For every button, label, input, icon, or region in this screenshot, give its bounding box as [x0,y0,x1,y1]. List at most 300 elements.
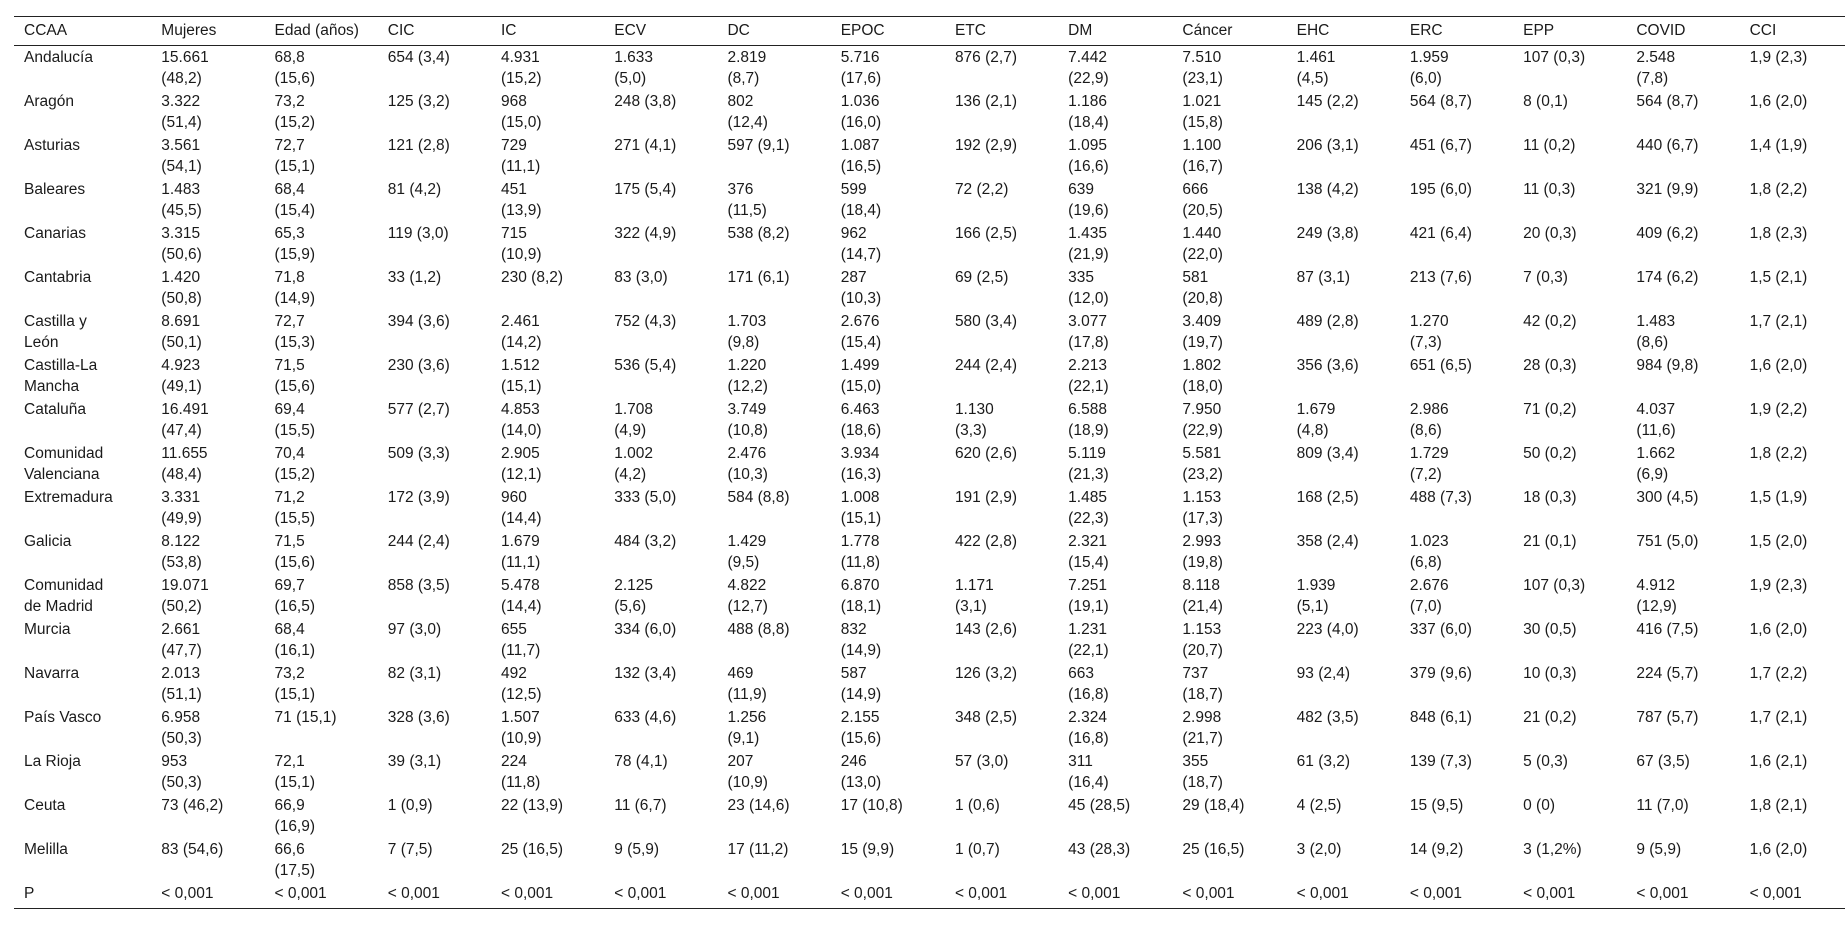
column-header: Cáncer [1172,17,1286,46]
cell-text: 4 (2,5) [1296,796,1342,814]
cell-text: 68,8 (15,6) [274,48,316,87]
cell-text: 737 (18,7) [1182,664,1223,703]
cell-text: 654 (3,4) [387,48,450,66]
table-cell [491,706,604,750]
table-cell [1626,618,1739,662]
cell-text: 5 (0,3) [1523,752,1568,770]
cell-text: 7.950 (22,9) [1182,400,1223,439]
table-cell [1513,750,1626,794]
table-cell [945,45,1058,90]
table-cell [265,486,378,530]
table-cell [945,794,1058,838]
table-row [14,750,1845,794]
cell-text: 4.912 (12,9) [1636,576,1677,615]
table-cell [378,838,491,882]
table-cell [1058,178,1172,222]
cell-text: 1.100 (16,7) [1182,136,1223,175]
cell-text: 70,4 (15,2) [274,444,316,483]
cell-text: 11 (7,0) [1636,796,1689,814]
cell-text: 29 (18,4) [1182,796,1245,814]
table-cell [1172,530,1286,574]
table-cell [1172,178,1286,222]
cell-text: 8.118 (21,4) [1182,576,1223,615]
column-header: ETC [945,17,1058,46]
table-cell [265,222,378,266]
table-cell [1400,354,1513,398]
cell-text: 1.703 (9,8) [727,312,767,351]
table-cell [1172,134,1286,178]
table-row [14,618,1845,662]
cell-text: 348 (2,5) [954,708,1017,726]
table-cell [717,134,830,178]
cell-text: 376 (11,5) [727,180,767,219]
table-cell [717,706,830,750]
table-cell [1058,442,1172,486]
cell-text: 66,6 (17,5) [274,840,316,879]
table-cell [1172,618,1286,662]
table-cell [151,178,264,222]
cell-text: < 0,001 [1636,884,1689,902]
cell-text: 11.655 (48,4) [161,444,208,483]
table-cell [1513,266,1626,310]
cell-text: 65,3 (15,9) [274,224,316,263]
cell-text: 2.013 (51,1) [161,664,202,703]
cell-text: 1.420 (50,8) [161,268,202,307]
table-cell [945,750,1058,794]
cell-text: 20 (0,3) [1523,224,1577,242]
table-cell [1513,574,1626,618]
cell-text: 2.476 (10,3) [727,444,768,483]
row-label-cell [14,266,151,310]
table-cell [1626,178,1739,222]
cell-text: 28 (0,3) [1523,356,1577,374]
cell-text: 451 (13,9) [501,180,542,219]
cell-text: 223 (4,0) [1296,620,1359,638]
table-cell [491,618,604,662]
row-label-cell [14,838,151,882]
table-cell [265,90,378,134]
table-cell [151,882,264,909]
cell-text: 2.998 (21,7) [1182,708,1223,747]
table-cell [604,134,717,178]
column-header: COVID [1626,17,1739,46]
cell-text: 1.021 (15,8) [1182,92,1223,131]
cell-text: 809 (3,4) [1296,444,1359,462]
table-cell [1058,706,1172,750]
table-cell [378,530,491,574]
table-cell [604,706,717,750]
table-cell [1626,398,1739,442]
cell-text: 9 (5,9) [1636,840,1682,858]
table-cell [1400,838,1513,882]
table-cell [1513,45,1626,90]
row-label-cell [14,530,151,574]
cell-text: 1,8 (2,2) [1749,180,1808,198]
cell-text: 271 (4,1) [614,136,677,154]
table-cell [491,442,604,486]
table-cell [1287,134,1400,178]
cell-text: 97 (3,0) [387,620,442,638]
table-cell [1513,90,1626,134]
cell-text: 213 (7,6) [1409,268,1472,286]
cell-text: Murcia [24,620,71,638]
cell-text: 8 (0,1) [1523,92,1568,110]
cell-text: 597 (9,1) [727,136,790,154]
cell-text: 581 (20,8) [1182,268,1223,307]
table-cell [1058,354,1172,398]
table-cell [491,398,604,442]
cell-text: 18 (0,3) [1523,488,1577,506]
cell-text: 536 (5,4) [614,356,677,374]
cell-text: 57 (3,0) [954,752,1009,770]
table-cell [604,398,717,442]
table-cell [831,178,945,222]
table-cell [1626,794,1739,838]
table-cell [1172,794,1286,838]
column-header: EPP [1513,17,1626,46]
cell-text: 409 (6,2) [1636,224,1699,242]
cell-text: 72,1 (15,1) [274,752,316,791]
table-cell [151,90,264,134]
cell-text: < 0,001 [501,884,554,902]
cell-text: 87 (3,1) [1296,268,1351,286]
table-cell [491,222,604,266]
table-row [14,90,1845,134]
table-row [14,706,1845,750]
table-cell [831,90,945,134]
cell-text: 584 (8,8) [727,488,790,506]
cell-text: 69,7 (16,5) [274,576,316,615]
table-cell [491,134,604,178]
table-cell [1740,222,1845,266]
cell-text: < 0,001 [614,884,667,902]
cell-text: < 0,001 [840,884,893,902]
row-label-cell [14,882,151,909]
table-cell [831,574,945,618]
table-cell [1058,882,1172,909]
table-cell [604,45,717,90]
table-cell [1400,442,1513,486]
cell-text: 7.442 (22,9) [1068,48,1109,87]
cell-text: 876 (2,7) [954,48,1017,66]
cell-text: 17 (10,8) [840,796,903,814]
table-cell [1058,794,1172,838]
table-cell [945,442,1058,486]
table-cell [945,618,1058,662]
cell-text: 1.036 (16,0) [840,92,882,131]
cell-text: 42 (0,2) [1523,312,1577,330]
table-cell [491,838,604,882]
table-cell [265,838,378,882]
table-container [14,16,1845,909]
cell-text: 334 (6,0) [614,620,677,638]
table-cell [1287,310,1400,354]
table-cell [265,706,378,750]
cell-text: 1.435 (21,9) [1068,224,1109,263]
column-header: IC [491,17,604,46]
cell-text: 1.708 (4,9) [614,400,654,439]
cell-text: Comunidad de Madrid [24,576,104,615]
cell-text: 1.002 (4,2) [614,444,654,483]
cell-text: 8.691 (50,1) [161,312,202,351]
table-cell [265,530,378,574]
table-cell [1287,838,1400,882]
table-cell [1287,750,1400,794]
cell-text: 6.463 (18,6) [840,400,882,439]
table-cell [831,266,945,310]
table-cell [378,794,491,838]
cell-text: 166 (2,5) [954,224,1017,242]
cell-text: 666 (20,5) [1182,180,1223,219]
cell-text: 25 (16,5) [1182,840,1245,858]
table-cell [491,794,604,838]
cell-text: 168 (2,5) [1296,488,1359,506]
table-cell [491,266,604,310]
table-cell [265,266,378,310]
cell-text: 136 (2,1) [954,92,1017,110]
table-cell [945,222,1058,266]
table-row [14,574,1845,618]
cell-text: 335 (12,0) [1068,268,1109,307]
cell-text: 416 (7,5) [1636,620,1699,638]
table-cell [1400,178,1513,222]
cell-text: 1,8 (2,1) [1749,796,1808,814]
table-cell [604,486,717,530]
column-header: EPOC [831,17,945,46]
table-cell [1513,178,1626,222]
cell-text: < 0,001 [274,884,327,902]
cell-text: Andalucía [24,48,93,66]
cell-text: 224 (5,7) [1636,664,1699,682]
cell-text: Aragón [24,92,74,110]
table-cell [831,486,945,530]
cell-text: 2.676 (15,4) [840,312,882,351]
row-label-cell [14,398,151,442]
table-cell [1400,882,1513,909]
table-cell [1626,222,1739,266]
table-cell [1513,618,1626,662]
table-cell [1513,222,1626,266]
table-cell [378,706,491,750]
cell-text: 22 (13,9) [501,796,564,814]
table-cell [1172,706,1286,750]
cell-text: 126 (3,2) [954,664,1017,682]
table-cell [1626,838,1739,882]
cell-text: 1.270 (7,3) [1409,312,1449,351]
cell-text: 5.119 (21,3) [1068,444,1109,483]
cell-text: 83 (54,6) [161,840,224,858]
table-cell [1740,882,1845,909]
cell-text: 962 (14,7) [840,224,882,263]
cell-text: 1,9 (2,3) [1749,48,1808,66]
cell-text: 1.186 (18,4) [1068,92,1109,131]
cell-text: 4.923 (49,1) [161,356,202,395]
cell-text: 1 (0,6) [954,796,1000,814]
cell-text: 2.548 (7,8) [1636,48,1676,87]
cell-text: 8.122 (53,8) [161,532,202,571]
table-cell [1287,486,1400,530]
cell-text: 230 (3,6) [387,356,450,374]
cell-text: 715 (10,9) [501,224,542,263]
table-cell [1740,662,1845,706]
table-cell [378,178,491,222]
cell-text: 7 (0,3) [1523,268,1568,286]
table-cell [1740,45,1845,90]
table-cell [491,574,604,618]
table-row [14,45,1845,90]
table-cell [1287,266,1400,310]
cell-text: 356 (3,6) [1296,356,1359,374]
table-cell [265,354,378,398]
cell-text: 1 (0,9) [387,796,433,814]
cell-text: 2.676 (7,0) [1409,576,1449,615]
table-cell [1400,706,1513,750]
cell-text: 488 (7,3) [1409,488,1472,506]
cell-text: 244 (2,4) [954,356,1017,374]
table-cell [1172,838,1286,882]
table-cell [1287,574,1400,618]
cell-text: 422 (2,8) [954,532,1017,550]
table-cell [717,574,830,618]
cell-text: Galicia [24,532,72,550]
table-cell [1287,398,1400,442]
cell-text: 4.822 (12,7) [727,576,768,615]
cell-text: 4.931 (15,2) [501,48,542,87]
table-cell [1513,398,1626,442]
table-cell [378,222,491,266]
cell-text: 752 (4,3) [614,312,677,330]
cell-text: 358 (2,4) [1296,532,1359,550]
cell-text: Navarra [24,664,80,682]
cell-text: 1.483 (45,5) [161,180,202,219]
table-cell [945,662,1058,706]
table-cell [378,618,491,662]
cell-text: 1,6 (2,0) [1749,620,1808,638]
table-cell [265,750,378,794]
table-cell [1400,794,1513,838]
table-cell [717,882,830,909]
cell-text: 195 (6,0) [1409,180,1472,198]
cell-text: 1,5 (2,0) [1749,532,1808,550]
table-cell [265,178,378,222]
cell-text: 3.749 (10,8) [727,400,768,439]
cell-text: 4.037 (11,6) [1636,400,1676,439]
cell-text: 207 (10,9) [727,752,768,791]
table-cell [378,486,491,530]
cell-text: 328 (3,6) [387,708,450,726]
cell-text: La Rioja [24,752,81,770]
table-cell [1740,618,1845,662]
table-cell [378,310,491,354]
cell-text: 1,6 (2,0) [1749,840,1808,858]
table-cell [265,398,378,442]
table-cell [1626,266,1739,310]
table-cell [265,134,378,178]
table-cell [831,398,945,442]
table-cell [717,486,830,530]
cell-text: 15 (9,5) [1409,796,1464,814]
cell-text: 1.959 (6,0) [1409,48,1449,87]
cell-text: 1,6 (2,0) [1749,92,1808,110]
cell-text: 1.633 (5,0) [614,48,654,87]
table-cell [378,134,491,178]
table-cell [265,662,378,706]
cell-text: 1,4 (1,9) [1749,136,1808,154]
cell-text: 82 (3,1) [387,664,442,682]
cell-text: 3.077 (17,8) [1068,312,1109,351]
table-cell [1513,882,1626,909]
table-cell [1626,574,1739,618]
table-cell [1740,838,1845,882]
table-row [14,838,1845,882]
cell-text: 11 (0,3) [1523,180,1576,198]
table-cell [378,574,491,618]
cell-text: 73,2 (15,1) [274,664,316,703]
table-cell [831,442,945,486]
table-cell [265,45,378,90]
table-cell [1058,398,1172,442]
table-cell [1513,838,1626,882]
table-cell [717,310,830,354]
cell-text: 68,4 (15,4) [274,180,316,219]
p-value-row [14,882,1845,909]
cell-text: 69,4 (15,5) [274,400,316,439]
cell-text: 19.071 (50,2) [161,576,209,615]
cell-text: 72,7 (15,3) [274,312,316,351]
table-cell [1513,662,1626,706]
table-cell [604,574,717,618]
table-cell [151,222,264,266]
table-cell [604,178,717,222]
cell-text: < 0,001 [1068,884,1121,902]
table-cell [604,838,717,882]
cell-text: 11 (6,7) [614,796,667,814]
table-cell [1287,662,1400,706]
cell-text: Comunidad Valenciana [24,444,104,483]
cell-text: 2.461 (14,2) [501,312,542,351]
cell-text: 23 (14,6) [727,796,790,814]
cell-text: 191 (2,9) [954,488,1017,506]
table-cell [1058,574,1172,618]
cell-text: 1.440 (22,0) [1182,224,1223,263]
cell-text: País Vasco [24,708,102,726]
table-cell [1287,706,1400,750]
ccaa-comorbidity-table [14,16,1845,909]
row-label-cell [14,222,151,266]
cell-text: 192 (2,9) [954,136,1017,154]
cell-text: 121 (2,8) [387,136,450,154]
table-cell [1400,45,1513,90]
cell-text: 71,5 (15,6) [274,532,316,571]
cell-text: 125 (3,2) [387,92,450,110]
cell-text: 244 (2,4) [387,532,450,550]
table-row [14,310,1845,354]
cell-text: 2.324 (16,8) [1068,708,1109,747]
table-cell [491,354,604,398]
table-cell [1400,574,1513,618]
cell-text: 6.588 (18,9) [1068,400,1109,439]
cell-text: 45 (28,5) [1068,796,1131,814]
table-cell [604,750,717,794]
table-cell [378,266,491,310]
cell-text: 5.581 (23,2) [1182,444,1223,483]
cell-text: 3.409 (19,7) [1182,312,1223,351]
table-cell [378,662,491,706]
table-cell [1172,398,1286,442]
column-header: ERC [1400,17,1513,46]
table-cell [1287,794,1400,838]
table-row [14,354,1845,398]
